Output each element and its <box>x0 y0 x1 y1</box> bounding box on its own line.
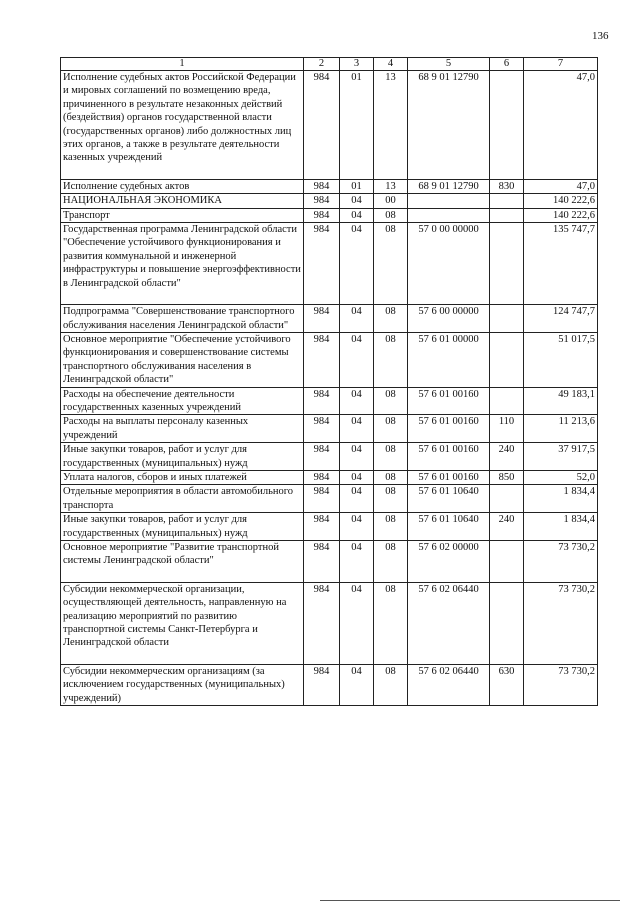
table-row <box>61 305 598 333</box>
header-col-6: 6 <box>490 58 524 71</box>
row-subsection: 08 <box>374 541 408 583</box>
row-amount: 135 747,7 <box>524 223 598 305</box>
row-section: 01 <box>340 179 374 193</box>
row-code: 984 <box>304 664 340 705</box>
row-target: 57 6 01 00160 <box>408 415 490 443</box>
row-subsection: 08 <box>374 582 408 664</box>
row-section: 01 <box>340 71 374 180</box>
table-row <box>61 470 598 484</box>
row-type <box>490 223 524 305</box>
row-type <box>490 71 524 180</box>
row-type <box>490 485 524 513</box>
row-code: 984 <box>304 208 340 222</box>
row-code: 984 <box>304 194 340 208</box>
row-subsection: 00 <box>374 194 408 208</box>
row-subsection: 08 <box>374 305 408 333</box>
row-target: 57 6 01 00160 <box>408 387 490 415</box>
table-row <box>61 541 598 583</box>
row-subsection: 08 <box>374 415 408 443</box>
row-section: 04 <box>340 208 374 222</box>
row-amount: 140 222,6 <box>524 208 598 222</box>
table-row <box>61 582 598 664</box>
row-target: 57 6 02 00000 <box>408 541 490 583</box>
row-name: Уплата налогов, сборов и иных платежей <box>61 470 304 484</box>
header-col-2: 2 <box>304 58 340 71</box>
row-amount: 47,0 <box>524 71 598 180</box>
row-amount: 73 730,2 <box>524 541 598 583</box>
row-name: Расходы на выплаты персоналу казенных учреждений <box>61 415 304 443</box>
row-name: Субсидии некоммерческой организации, осуществляющей деятельность, направленную на реализацию мероприятий по развитию транспортной системы Санкт-Петербурга и Ленинградской области <box>61 582 304 664</box>
row-subsection: 08 <box>374 470 408 484</box>
row-name: Основное мероприятие "Развитие транспортной системы Ленинградской области" <box>61 541 304 583</box>
row-code: 984 <box>304 223 340 305</box>
row-section: 04 <box>340 194 374 208</box>
row-section: 04 <box>340 582 374 664</box>
row-amount: 73 730,2 <box>524 582 598 664</box>
row-subsection: 13 <box>374 179 408 193</box>
row-target: 57 6 01 00000 <box>408 332 490 387</box>
table-row <box>61 194 598 208</box>
table-row <box>61 179 598 193</box>
row-code: 984 <box>304 332 340 387</box>
row-code: 984 <box>304 305 340 333</box>
row-target: 57 6 01 10640 <box>408 485 490 513</box>
row-amount: 49 183,1 <box>524 387 598 415</box>
row-subsection: 08 <box>374 332 408 387</box>
row-subsection: 08 <box>374 223 408 305</box>
table-row <box>61 71 598 180</box>
row-target <box>408 194 490 208</box>
table-row <box>61 332 598 387</box>
row-amount: 1 834,4 <box>524 513 598 541</box>
row-type <box>490 332 524 387</box>
row-type: 110 <box>490 415 524 443</box>
row-target: 57 0 00 00000 <box>408 223 490 305</box>
row-section: 04 <box>340 443 374 471</box>
row-subsection: 08 <box>374 387 408 415</box>
row-name: Отдельные мероприятия в области автомобильного транспорта <box>61 485 304 513</box>
footer-divider <box>320 900 620 901</box>
row-target: 57 6 02 06440 <box>408 582 490 664</box>
row-section: 04 <box>340 223 374 305</box>
row-code: 984 <box>304 541 340 583</box>
row-amount: 47,0 <box>524 179 598 193</box>
row-code: 984 <box>304 415 340 443</box>
row-name: Расходы на обеспечение деятельности государственных казенных учреждений <box>61 387 304 415</box>
row-name: Иные закупки товаров, работ и услуг для государственных (муниципальных) нужд <box>61 513 304 541</box>
row-type <box>490 208 524 222</box>
row-target: 68 9 01 12790 <box>408 71 490 180</box>
row-type <box>490 194 524 208</box>
row-subsection: 08 <box>374 664 408 705</box>
header-col-4: 4 <box>374 58 408 71</box>
row-name: Подпрограмма "Совершенствование транспортного обслуживания населения Ленинградской области" <box>61 305 304 333</box>
row-target: 68 9 01 12790 <box>408 179 490 193</box>
row-subsection: 08 <box>374 208 408 222</box>
row-type: 240 <box>490 513 524 541</box>
row-code: 984 <box>304 470 340 484</box>
row-section: 04 <box>340 332 374 387</box>
row-section: 04 <box>340 485 374 513</box>
row-name: Исполнение судебных актов Российской Федерации и мировых соглашений по возмещению вреда, причиненного в результате незаконных действий (бездействия) органов государственной власти (государственных органов) либо должностных лиц этих органов, а также в результате деятельности казенных учреждений <box>61 71 304 180</box>
row-code: 984 <box>304 513 340 541</box>
row-type <box>490 305 524 333</box>
row-code: 984 <box>304 179 340 193</box>
header-col-3: 3 <box>340 58 374 71</box>
row-section: 04 <box>340 470 374 484</box>
row-subsection: 08 <box>374 485 408 513</box>
row-code: 984 <box>304 485 340 513</box>
row-section: 04 <box>340 541 374 583</box>
row-amount: 11 213,6 <box>524 415 598 443</box>
row-amount: 140 222,6 <box>524 194 598 208</box>
row-section: 04 <box>340 513 374 541</box>
table-row <box>61 513 598 541</box>
page-number: 136 <box>592 30 609 42</box>
table-row <box>61 443 598 471</box>
row-section: 04 <box>340 664 374 705</box>
row-type: 630 <box>490 664 524 705</box>
row-amount: 37 917,5 <box>524 443 598 471</box>
row-subsection: 13 <box>374 71 408 180</box>
table-row <box>61 387 598 415</box>
row-section: 04 <box>340 415 374 443</box>
table-row <box>61 415 598 443</box>
row-name: Субсидии некоммерческим организациям (за исключением государственных (муниципальных) учреждений) <box>61 664 304 705</box>
row-amount: 73 730,2 <box>524 664 598 705</box>
row-code: 984 <box>304 443 340 471</box>
row-code: 984 <box>304 71 340 180</box>
row-target: 57 6 01 10640 <box>408 513 490 541</box>
budget-table <box>60 57 598 706</box>
row-target: 57 6 00 00000 <box>408 305 490 333</box>
row-target: 57 6 02 06440 <box>408 664 490 705</box>
row-name: НАЦИОНАЛЬНАЯ ЭКОНОМИКА <box>61 194 304 208</box>
row-type <box>490 582 524 664</box>
row-type: 240 <box>490 443 524 471</box>
row-amount: 1 834,4 <box>524 485 598 513</box>
row-type: 830 <box>490 179 524 193</box>
row-name: Иные закупки товаров, работ и услуг для государственных (муниципальных) нужд <box>61 443 304 471</box>
row-type: 850 <box>490 470 524 484</box>
row-name: Государственная программа Ленинградской области "Обеспечение устойчивого функционирования и развития коммунальной и инженерной инфраструктуры и повышение энергоэффективности в Ленинградской области" <box>61 223 304 305</box>
row-name: Основное мероприятие "Обеспечение устойчивого функционирования и совершенствование системы транспортного обслуживания населения в Ленинградской области" <box>61 332 304 387</box>
row-code: 984 <box>304 387 340 415</box>
table-row <box>61 208 598 222</box>
header-col-7: 7 <box>524 58 598 71</box>
header-col-1: 1 <box>61 58 304 71</box>
row-name: Исполнение судебных актов <box>61 179 304 193</box>
row-subsection: 08 <box>374 513 408 541</box>
header-row <box>61 58 598 71</box>
table-row <box>61 223 598 305</box>
row-subsection: 08 <box>374 443 408 471</box>
row-amount: 51 017,5 <box>524 332 598 387</box>
row-name: Транспорт <box>61 208 304 222</box>
header-col-5: 5 <box>408 58 490 71</box>
table-row <box>61 664 598 705</box>
row-amount: 52,0 <box>524 470 598 484</box>
row-section: 04 <box>340 305 374 333</box>
row-amount: 124 747,7 <box>524 305 598 333</box>
table-row <box>61 485 598 513</box>
row-code: 984 <box>304 582 340 664</box>
row-section: 04 <box>340 387 374 415</box>
row-target <box>408 208 490 222</box>
row-type <box>490 387 524 415</box>
row-type <box>490 541 524 583</box>
row-target: 57 6 01 00160 <box>408 443 490 471</box>
row-target: 57 6 01 00160 <box>408 470 490 484</box>
